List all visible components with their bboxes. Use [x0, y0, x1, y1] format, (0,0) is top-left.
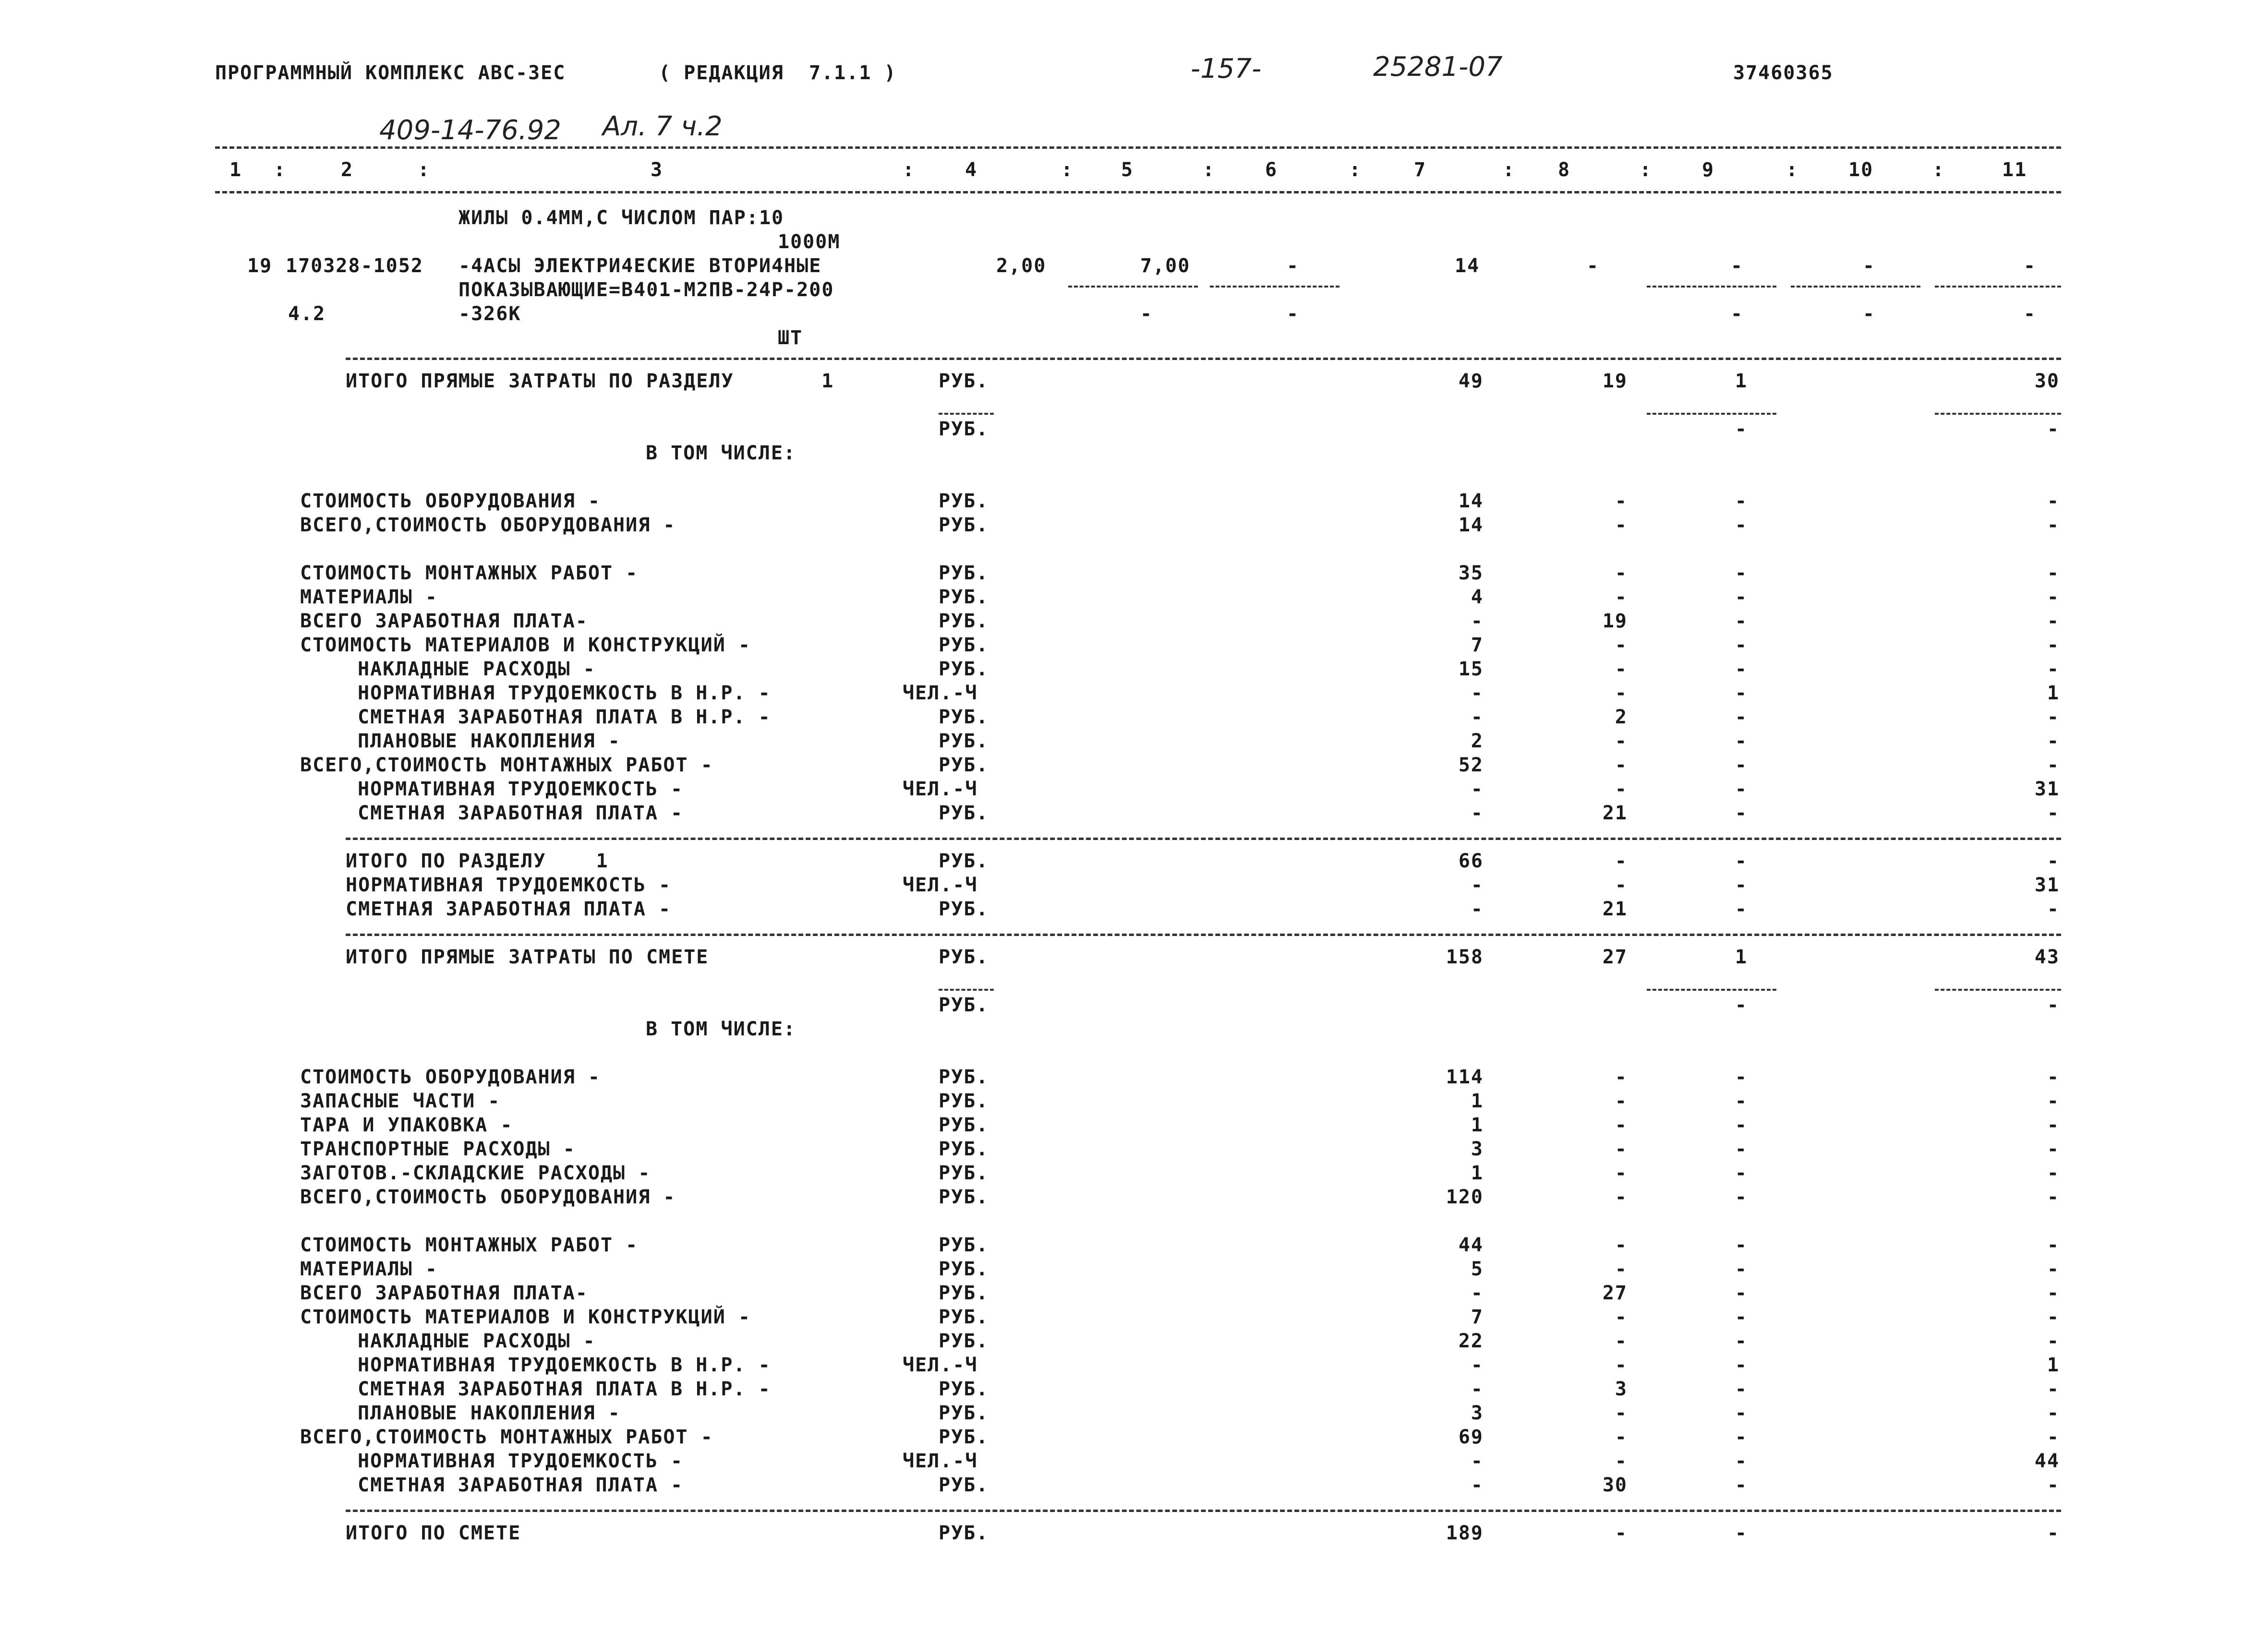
row-col7: 4 — [1471, 586, 1484, 608]
row-col11: - — [2047, 658, 2060, 680]
row-label: ИТОГО ПРЯМЫЕ ЗАТРАТЫ ПО РАЗДЕЛУ 1 — [346, 370, 834, 392]
row-col9: - — [1735, 1090, 1748, 1112]
row-col8: - — [1615, 1354, 1628, 1376]
row-unit: РУБ. — [939, 730, 989, 752]
item-underline-9 — [1647, 286, 1776, 288]
row-col7: 114 — [1446, 1066, 1484, 1088]
row-col9: - — [1735, 490, 1748, 512]
row-col9: - — [1735, 1474, 1748, 1496]
item-sub-col5: - — [1140, 303, 1152, 325]
row-label: СМЕТНАЯ ЗАРАБОТНАЯ ПЛАТА В Н.Р. - — [358, 706, 771, 728]
document-number: 25281-07 — [1373, 51, 1503, 83]
row-col8: - — [1615, 562, 1628, 584]
row-col8: - — [1615, 634, 1628, 656]
row-unit: РУБ. — [939, 1234, 989, 1256]
row-unit: РУБ. — [939, 490, 989, 512]
program-title: ПРОГРАММНЫЙ КОМПЛЕКС АВС-3ЕС — [215, 62, 566, 84]
row-col8: - — [1615, 1066, 1628, 1088]
row-col7: 44 — [1458, 1234, 1484, 1256]
section-rule — [346, 1510, 2061, 1512]
page-number: -157- — [1191, 53, 1262, 84]
row-col11: - — [2047, 1138, 2060, 1160]
handwritten-album: Ал. 7 ч.2 — [603, 111, 723, 142]
row-col8: - — [1615, 1450, 1628, 1472]
subtotal-underline — [939, 989, 994, 991]
row-col8: - — [1615, 754, 1628, 776]
row-col7: - — [1471, 898, 1484, 920]
row-unit: РУБ. — [939, 850, 989, 872]
row-col9: - — [1735, 1114, 1748, 1136]
row-col11: 31 — [2034, 778, 2060, 800]
column-header-11: 11 — [2002, 159, 2027, 181]
row-col8: - — [1615, 1258, 1628, 1280]
row-label: ПЛАНОВЫЕ НАКОПЛЕНИЯ - — [358, 730, 621, 752]
row-unit: РУБ. — [939, 658, 989, 680]
row-col11: - — [2047, 1162, 2060, 1184]
row-col9: - — [1735, 682, 1748, 704]
row-label: ЗАГОТОВ.-СКЛАДСКИЕ РАСХОДЫ - — [300, 1162, 651, 1184]
row-col9: - — [1735, 1234, 1748, 1256]
row-col11: - — [2047, 586, 2060, 608]
row-col11: - — [2047, 802, 2060, 824]
item-underline-6 — [1210, 286, 1339, 288]
row-col9: - — [1735, 994, 1748, 1016]
row-col11: - — [2047, 730, 2060, 752]
item-col10: - — [1863, 255, 1875, 277]
column-header-9: 9 — [1702, 159, 1715, 181]
row-col8: - — [1615, 1330, 1628, 1352]
row-col7: - — [1471, 802, 1484, 824]
row-col7: 35 — [1458, 562, 1484, 584]
row-col11: - — [2047, 1258, 2060, 1280]
row-label: СТОИМОСТЬ МОНТАЖНЫХ РАБОТ - — [300, 1234, 639, 1256]
item-desc-3: -326К — [458, 303, 521, 325]
row-unit: РУБ. — [939, 1522, 989, 1544]
row-col7: 5 — [1471, 1258, 1484, 1280]
row-label: СТОИМОСТЬ ОБОРУДОВАНИЯ - — [300, 490, 601, 512]
row-col11: - — [2047, 1426, 2060, 1448]
row-label: СМЕТНАЯ ЗАРАБОТНАЯ ПЛАТА В Н.Р. - — [358, 1378, 771, 1400]
row-col11: - — [2047, 1378, 2060, 1400]
row-col9: - — [1735, 1066, 1748, 1088]
row-col9: - — [1735, 1306, 1748, 1328]
row-unit: РУБ. — [939, 802, 989, 824]
row-col9: - — [1735, 874, 1748, 896]
item-sub-col9: - — [1731, 303, 1743, 325]
row-label: НОРМАТИВНАЯ ТРУДОЕМКОСТЬ - — [358, 1450, 684, 1472]
row-unit: РУБ. — [939, 898, 989, 920]
row-col9: - — [1735, 1354, 1748, 1376]
item-col7: 14 — [1455, 255, 1480, 277]
row-unit: ЧЕЛ.-Ч — [903, 874, 978, 896]
column-separator: : — [1061, 159, 1073, 181]
row-col8: - — [1615, 1402, 1628, 1424]
row-col8: - — [1615, 1162, 1628, 1184]
row-col11: - — [2047, 634, 2060, 656]
row-label: СМЕТНАЯ ЗАРАБОТНАЯ ПЛАТА - — [358, 802, 684, 824]
row-col8: - — [1615, 1114, 1628, 1136]
section-rule — [346, 934, 2061, 936]
row-label: ВСЕГО,СТОИМОСТЬ МОНТАЖНЫХ РАБОТ - — [300, 1426, 713, 1448]
row-unit: РУБ. — [939, 1138, 989, 1160]
row-label: СМЕТНАЯ ЗАРАБОТНАЯ ПЛАТА - — [346, 898, 672, 920]
item-underline-10 — [1791, 286, 1920, 288]
row-unit: РУБ. — [939, 1330, 989, 1352]
column-separator: : — [903, 159, 915, 181]
row-unit: РУБ. — [939, 1306, 989, 1328]
row-col7: - — [1471, 1450, 1484, 1472]
row-label: СТОИМОСТЬ МАТЕРИАЛОВ И КОНСТРУКЦИЙ - — [300, 1306, 751, 1328]
item-line-1: 1000М — [778, 231, 841, 253]
row-label: МАТЕРИАЛЫ - — [300, 586, 438, 608]
row-col8: - — [1615, 586, 1628, 608]
item-desc-1: -4АСЫ ЭЛЕКТРИ4ЕСКИЕ ВТОРИ4НЫЕ — [458, 255, 822, 277]
row-col8: 19 — [1602, 370, 1628, 392]
item-col8: - — [1587, 255, 1599, 277]
row-col8: 2 — [1615, 706, 1628, 728]
item-sub-col6: - — [1287, 303, 1299, 325]
row-col7: 1 — [1471, 1114, 1484, 1136]
row-col9: - — [1735, 850, 1748, 872]
subtotal-underline — [939, 413, 994, 415]
row-col8: - — [1615, 1306, 1628, 1328]
column-header-3: 3 — [651, 159, 664, 181]
row-col8: - — [1615, 1186, 1628, 1208]
item-desc-2: ПОКАЗЫВАЮЩИЕ=В401-М2ПВ-24Р-200 — [458, 279, 834, 301]
row-label: ВСЕГО ЗАРАБОТНАЯ ПЛАТА- — [300, 1282, 588, 1304]
row-col11: 1 — [2047, 682, 2060, 704]
row-label: НАКЛАДНЫЕ РАСХОДЫ - — [358, 658, 596, 680]
row-col7: - — [1471, 682, 1484, 704]
row-col11: - — [2047, 994, 2060, 1016]
row-col7: 120 — [1446, 1186, 1484, 1208]
row-unit: РУБ. — [939, 1114, 989, 1136]
row-col8: 27 — [1602, 1282, 1628, 1304]
row-col7: - — [1471, 1354, 1484, 1376]
row-col9: - — [1735, 418, 1748, 440]
row-col8: 21 — [1602, 898, 1628, 920]
row-label: НОРМАТИВНАЯ ТРУДОЕМКОСТЬ В Н.Р. - — [358, 1354, 771, 1376]
row-label: ТАРА И УПАКОВКА - — [300, 1114, 513, 1136]
row-col7: - — [1471, 706, 1484, 728]
row-label: ИТОГО ПО СМЕТЕ — [346, 1522, 521, 1544]
row-col7: 66 — [1458, 850, 1484, 872]
row-col8: - — [1615, 1426, 1628, 1448]
row-col8: - — [1615, 658, 1628, 680]
row-col8: - — [1615, 514, 1628, 536]
row-col11: - — [2047, 1306, 2060, 1328]
row-col7: 49 — [1458, 370, 1484, 392]
row-label: ВСЕГО,СТОИМОСТЬ МОНТАЖНЫХ РАБОТ - — [300, 754, 713, 776]
row-col11: - — [2047, 1066, 2060, 1088]
row-label: ИТОГО ПРЯМЫЕ ЗАТРАТЫ ПО СМЕТЕ — [346, 946, 709, 968]
row-col7: 189 — [1446, 1522, 1484, 1544]
row-col7: 7 — [1471, 634, 1484, 656]
row-label: НОРМАТИВНАЯ ТРУДОЕМКОСТЬ В Н.Р. - — [358, 682, 771, 704]
column-separator: : — [1640, 159, 1652, 181]
column-separator: : — [274, 159, 286, 181]
column-separator: : — [1786, 159, 1798, 181]
item-col6: - — [1287, 255, 1299, 277]
row-col11: - — [2047, 562, 2060, 584]
row-col11: - — [2047, 1090, 2060, 1112]
row-col8: - — [1615, 682, 1628, 704]
row-col7: 14 — [1458, 514, 1484, 536]
row-col9: 1 — [1735, 946, 1748, 968]
row-unit: РУБ. — [939, 1066, 989, 1088]
row-col11: 44 — [2034, 1450, 2060, 1472]
column-separator: : — [1203, 159, 1215, 181]
row-label: СТОИМОСТЬ ОБОРУДОВАНИЯ - — [300, 1066, 601, 1088]
row-label: СТОИМОСТЬ МОНТАЖНЫХ РАБОТ - — [300, 562, 639, 584]
item-sub: 4.2 — [288, 303, 326, 325]
row-col9: - — [1735, 1258, 1748, 1280]
row-unit: ЧЕЛ.-Ч — [903, 682, 978, 704]
row-col11: - — [2047, 850, 2060, 872]
row-col11: - — [2047, 418, 2060, 440]
row-unit: РУБ. — [939, 1090, 989, 1112]
row-unit: РУБ. — [939, 1378, 989, 1400]
row-label: ИТОГО ПО РАЗДЕЛУ 1 — [346, 850, 609, 872]
row-col7: - — [1471, 874, 1484, 896]
row-col8: - — [1615, 874, 1628, 896]
row-col11: - — [2047, 1522, 2060, 1544]
row-unit: РУБ. — [939, 586, 989, 608]
item-col4: 2,00 — [996, 255, 1047, 277]
row-label: ЗАПАСНЫЕ ЧАСТИ - — [300, 1090, 501, 1112]
row-unit: РУБ. — [939, 1426, 989, 1448]
row-col7: 158 — [1446, 946, 1484, 968]
document-code: 37460365 — [1733, 62, 1834, 84]
row-col11: 30 — [2034, 370, 2060, 392]
row-col8: 30 — [1602, 1474, 1628, 1496]
row-col7: 3 — [1471, 1402, 1484, 1424]
row-col8: - — [1615, 490, 1628, 512]
row-col9: - — [1735, 586, 1748, 608]
row-col11: 31 — [2034, 874, 2060, 896]
handwritten-reference: 409-14-76.92 — [379, 115, 561, 146]
item-underline-11 — [1935, 286, 2061, 288]
row-col11: - — [2047, 1234, 2060, 1256]
row-label: МАТЕРИАЛЫ - — [300, 1258, 438, 1280]
row-label: ВСЕГО,СТОИМОСТЬ ОБОРУДОВАНИЯ - — [300, 1186, 676, 1208]
row-col7: - — [1471, 1474, 1484, 1496]
column-separator: : — [1503, 159, 1515, 181]
row-col9: - — [1735, 658, 1748, 680]
row-unit: РУБ. — [939, 1282, 989, 1304]
row-col8: - — [1615, 730, 1628, 752]
row-unit: РУБ. — [939, 1162, 989, 1184]
row-unit: РУБ. — [939, 418, 989, 440]
row-unit: РУБ. — [939, 994, 989, 1016]
row-col8: 3 — [1615, 1378, 1628, 1400]
row-col8: 19 — [1602, 610, 1628, 632]
header-rule-top — [215, 146, 2061, 149]
row-col7: 2 — [1471, 730, 1484, 752]
row-label: ТРАНСПОРТНЫЕ РАСХОДЫ - — [300, 1138, 576, 1160]
row-col9: - — [1735, 1522, 1748, 1544]
column-header-8: 8 — [1558, 159, 1571, 181]
row-unit: РУБ. — [939, 370, 989, 392]
row-col9: - — [1735, 802, 1748, 824]
row-label: СМЕТНАЯ ЗАРАБОТНАЯ ПЛАТА - — [358, 1474, 684, 1496]
row-col9: - — [1735, 778, 1748, 800]
item-sub-col10: - — [1863, 303, 1875, 325]
row-col9: - — [1735, 562, 1748, 584]
row-col11: - — [2047, 1114, 2060, 1136]
row-col8: - — [1615, 1090, 1628, 1112]
row-label: В ТОМ ЧИСЛЕ: — [646, 442, 796, 464]
item-unit: ШТ — [778, 327, 803, 349]
row-unit: РУБ. — [939, 1258, 989, 1280]
row-unit: РУБ. — [939, 514, 989, 536]
row-col11: - — [2047, 1186, 2060, 1208]
column-header-1: 1 — [229, 159, 242, 181]
row-col11: - — [2047, 1330, 2060, 1352]
row-col8: - — [1615, 1234, 1628, 1256]
row-unit: РУБ. — [939, 1186, 989, 1208]
row-col8: - — [1615, 850, 1628, 872]
item-col9: - — [1731, 255, 1743, 277]
row-unit: РУБ. — [939, 562, 989, 584]
column-header-10: 10 — [1848, 159, 1874, 181]
row-col9: 1 — [1735, 370, 1748, 392]
column-separator: : — [1349, 159, 1361, 181]
row-col7: 69 — [1458, 1426, 1484, 1448]
row-col11: - — [2047, 754, 2060, 776]
row-col9: - — [1735, 1426, 1748, 1448]
row-label: В ТОМ ЧИСЛЕ: — [646, 1018, 796, 1040]
row-unit: РУБ. — [939, 946, 989, 968]
subtotal-underline — [1647, 413, 1776, 415]
row-unit: РУБ. — [939, 1402, 989, 1424]
row-col7: - — [1471, 1282, 1484, 1304]
item-underline-5 — [1068, 286, 1198, 288]
row-col7: - — [1471, 610, 1484, 632]
row-col7: 7 — [1471, 1306, 1484, 1328]
edition-label: ( РЕДАКЦИЯ 7.1.1 ) — [659, 62, 897, 84]
row-col7: 15 — [1458, 658, 1484, 680]
item-line-0: ЖИЛЫ 0.4ММ,С ЧИСЛОМ ПАР:10 — [458, 207, 784, 229]
row-col7: 1 — [1471, 1162, 1484, 1184]
row-col8: - — [1615, 778, 1628, 800]
row-unit: ЧЕЛ.-Ч — [903, 1450, 978, 1472]
column-separator: : — [1932, 159, 1944, 181]
row-col11: - — [2047, 1402, 2060, 1424]
row-col8: - — [1615, 1138, 1628, 1160]
row-col9: - — [1735, 514, 1748, 536]
row-col7: 14 — [1458, 490, 1484, 512]
row-unit: РУБ. — [939, 610, 989, 632]
row-col8: 21 — [1602, 802, 1628, 824]
row-col9: - — [1735, 1138, 1748, 1160]
row-col9: - — [1735, 898, 1748, 920]
row-label: ВСЕГО ЗАРАБОТНАЯ ПЛАТА- — [300, 610, 588, 632]
row-col11: - — [2047, 490, 2060, 512]
row-col9: - — [1735, 634, 1748, 656]
row-label: ВСЕГО,СТОИМОСТЬ ОБОРУДОВАНИЯ - — [300, 514, 676, 536]
row-col9: - — [1735, 1378, 1748, 1400]
row-col11: - — [2047, 610, 2060, 632]
item-col5: 7,00 — [1140, 255, 1191, 277]
item-sub-col11: - — [2024, 303, 2036, 325]
column-header-7: 7 — [1414, 159, 1427, 181]
row-unit: РУБ. — [939, 706, 989, 728]
row-col9: - — [1735, 1162, 1748, 1184]
row-col9: - — [1735, 706, 1748, 728]
row-col9: - — [1735, 1330, 1748, 1352]
row-unit: РУБ. — [939, 634, 989, 656]
row-col9: - — [1735, 1282, 1748, 1304]
row-col7: 1 — [1471, 1090, 1484, 1112]
subtotal-underline — [1935, 989, 2061, 991]
subtotal-underline — [1647, 989, 1776, 991]
column-header-5: 5 — [1121, 159, 1134, 181]
row-col7: - — [1471, 778, 1484, 800]
row-label: ПЛАНОВЫЕ НАКОПЛЕНИЯ - — [358, 1402, 621, 1424]
row-unit: ЧЕЛ.-Ч — [903, 1354, 978, 1376]
row-col11: - — [2047, 706, 2060, 728]
row-col7: 22 — [1458, 1330, 1484, 1352]
row-col11: - — [2047, 1474, 2060, 1496]
column-header-4: 4 — [965, 159, 978, 181]
item-code: 170328-1052 — [286, 255, 423, 277]
column-separator: : — [418, 159, 430, 181]
row-col9: - — [1735, 754, 1748, 776]
row-label: НОРМАТИВНАЯ ТРУДОЕМКОСТЬ - — [346, 874, 672, 896]
item-number: 19 — [247, 255, 273, 277]
row-col9: - — [1735, 610, 1748, 632]
row-col11: - — [2047, 898, 2060, 920]
column-header-6: 6 — [1265, 159, 1278, 181]
header-rule-bottom — [215, 191, 2061, 193]
row-label: НАКЛАДНЫЕ РАСХОДЫ - — [358, 1330, 596, 1352]
row-col8: - — [1615, 1522, 1628, 1544]
column-header-2: 2 — [341, 159, 354, 181]
row-col9: - — [1735, 1186, 1748, 1208]
row-label: НОРМАТИВНАЯ ТРУДОЕМКОСТЬ - — [358, 778, 684, 800]
row-unit: РУБ. — [939, 1474, 989, 1496]
row-col11: - — [2047, 514, 2060, 536]
row-col11: 1 — [2047, 1354, 2060, 1376]
row-label: СТОИМОСТЬ МАТЕРИАЛОВ И КОНСТРУКЦИЙ - — [300, 634, 751, 656]
row-unit: РУБ. — [939, 754, 989, 776]
row-unit: ЧЕЛ.-Ч — [903, 778, 978, 800]
row-col9: - — [1735, 1402, 1748, 1424]
row-col7: - — [1471, 1378, 1484, 1400]
section-rule — [346, 838, 2061, 840]
row-col7: 52 — [1458, 754, 1484, 776]
row-col11: - — [2047, 1282, 2060, 1304]
row-col8: 27 — [1602, 946, 1628, 968]
row-col11: 43 — [2034, 946, 2060, 968]
item-col11: - — [2024, 255, 2036, 277]
section-rule — [346, 358, 2061, 360]
row-col7: 3 — [1471, 1138, 1484, 1160]
row-col9: - — [1735, 730, 1748, 752]
row-col9: - — [1735, 1450, 1748, 1472]
subtotal-underline — [1935, 413, 2061, 415]
